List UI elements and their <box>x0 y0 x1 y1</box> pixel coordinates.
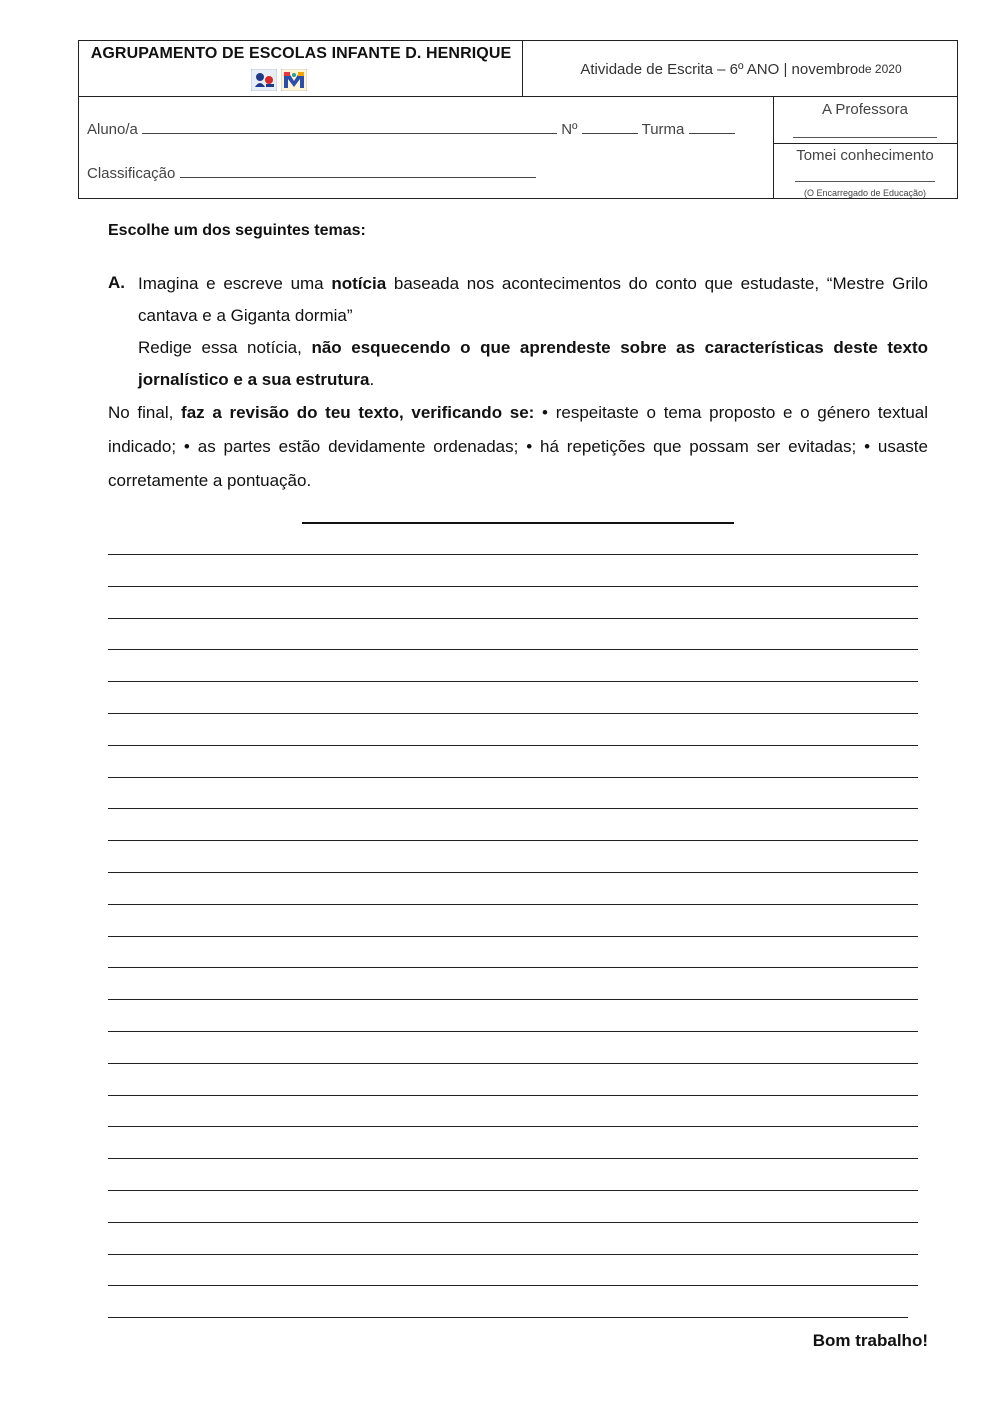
writing-line[interactable] <box>108 554 918 555</box>
writing-line[interactable] <box>108 713 918 714</box>
writing-line[interactable] <box>108 618 918 619</box>
writing-line[interactable] <box>108 904 918 905</box>
class-blank[interactable] <box>689 119 735 134</box>
writing-line[interactable] <box>108 999 918 1000</box>
writing-line[interactable] <box>108 1317 908 1318</box>
guardian-signature-line[interactable] <box>795 181 935 182</box>
writing-line[interactable] <box>108 1190 918 1191</box>
teacher-signature-line[interactable] <box>793 137 937 138</box>
writing-line[interactable] <box>108 967 918 968</box>
instructions-heading: Escolhe um dos seguintes temas: <box>108 222 366 239</box>
school-logos <box>251 69 307 91</box>
review-item: respeitaste o tema proposto e o género textual indicado; <box>108 403 929 456</box>
class-label: Turma <box>641 121 685 138</box>
activity-main: Atividade de Escrita – 6º ANO | novembro <box>580 60 859 78</box>
writing-line[interactable] <box>108 1095 918 1096</box>
municipality-logo <box>281 69 307 91</box>
number-label: Nº <box>561 121 578 138</box>
title-writing-line[interactable] <box>302 522 734 524</box>
writing-line[interactable] <box>108 1063 918 1064</box>
writing-line[interactable] <box>108 745 918 746</box>
writing-line[interactable] <box>108 586 918 587</box>
header-table <box>78 40 958 199</box>
option-a-instruction <box>138 332 928 396</box>
activity-year: de 2020 <box>858 62 902 76</box>
writing-line[interactable] <box>108 777 918 778</box>
review-item: as partes estão devidamente ordenadas; <box>197 437 519 456</box>
writing-line[interactable] <box>108 1158 918 1159</box>
option-a-text <box>138 268 928 332</box>
number-blank[interactable] <box>582 119 638 134</box>
instruction-text: . <box>369 370 375 389</box>
writing-line[interactable] <box>108 872 918 873</box>
student-label: Aluno/a <box>87 121 138 138</box>
bullet-icon: • <box>542 403 548 422</box>
grade-label: Classificação <box>87 165 176 182</box>
review-item: usaste corretamente a pontuação. <box>108 437 928 490</box>
bullet-icon: • <box>526 437 533 456</box>
header-divider <box>773 143 957 144</box>
writing-line[interactable] <box>108 808 918 809</box>
option-text-bold: notícia <box>331 274 387 293</box>
school-logo <box>251 69 277 91</box>
activity-title <box>523 41 959 97</box>
writing-line[interactable] <box>108 1222 918 1223</box>
bullet-icon: • <box>183 437 190 456</box>
writing-line[interactable] <box>108 681 918 682</box>
review-text: No final, <box>108 403 182 422</box>
guardian-label: (O Encarregado de Educação) <box>803 188 927 198</box>
grade-blank[interactable] <box>180 163 536 178</box>
closing-message: Bom trabalho! <box>812 1331 928 1350</box>
writing-line[interactable] <box>108 1126 918 1127</box>
option-text: baseada nos acontecimentos do conto que estudaste, “Mestre Grilo cantava e a Giganta dormia” <box>138 274 929 325</box>
writing-line[interactable] <box>108 649 918 650</box>
student-field <box>87 119 735 138</box>
writing-line[interactable] <box>108 936 918 937</box>
review-item: há repetições que possam ser evitadas; <box>540 437 857 456</box>
option-text: Imagina e escreve uma <box>138 274 332 293</box>
writing-line[interactable] <box>108 840 918 841</box>
review-text-bold: faz a revisão do teu texto, verificando se: <box>181 403 535 422</box>
school-name: AGRUPAMENTO DE ESCOLAS INFANTE D. HENRIQUE <box>90 45 512 62</box>
acknowledge-label: Tomei conhecimento <box>796 147 934 164</box>
writing-line[interactable] <box>108 1285 918 1286</box>
instruction-text: Redige essa notícia, <box>138 338 312 357</box>
writing-line[interactable] <box>108 1254 918 1255</box>
teacher-label: A Professora <box>822 101 908 118</box>
student-name-blank[interactable] <box>142 119 557 134</box>
grade-field <box>87 163 536 182</box>
instruction-text-bold: não esquecendo o que aprendeste sobre as características deste texto jornalístico e a sua estrutura <box>138 338 928 389</box>
option-letter: A. <box>108 273 125 292</box>
writing-line[interactable] <box>108 1031 918 1032</box>
review-paragraph <box>108 396 928 498</box>
bullet-icon: • <box>864 437 871 456</box>
